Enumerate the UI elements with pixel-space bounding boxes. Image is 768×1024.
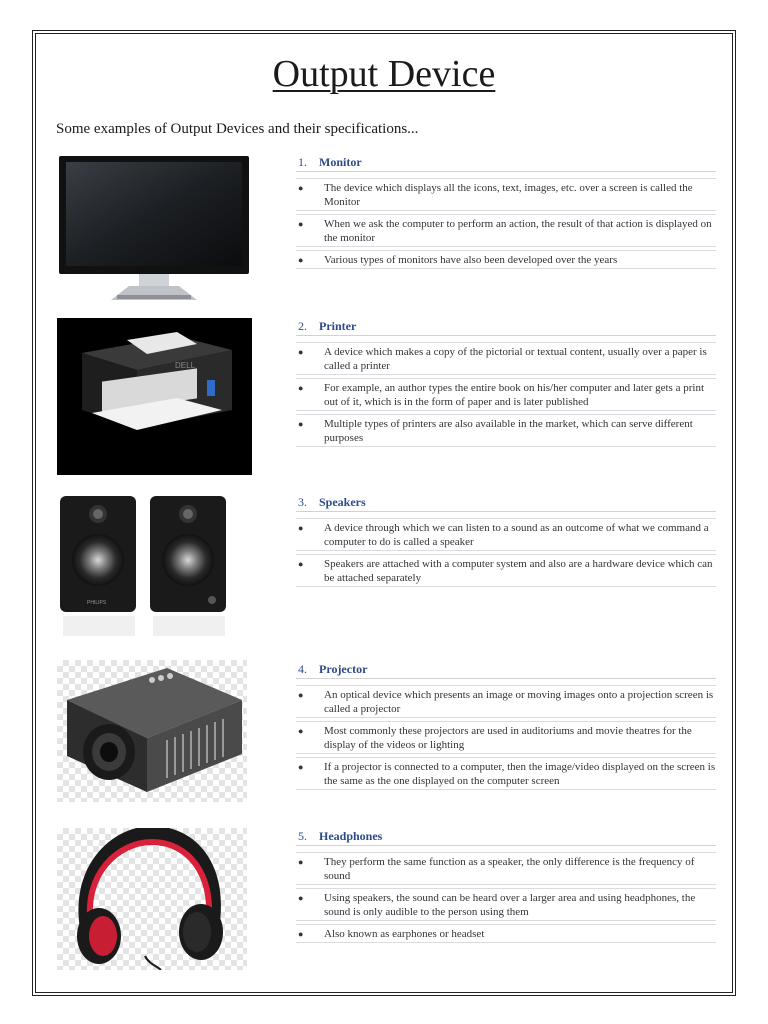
list-item: ● A device which makes a copy of the pictorial or textual content, usually over a paper is called a printer [296, 342, 716, 375]
list-item: ● If a projector is connected to a computer, then the image/video displayed on the screen is the same as the one displayed on the computer screen [296, 757, 716, 790]
page-title: Output Device [272, 53, 496, 95]
monitor-image [57, 154, 251, 300]
section-heading: 3. Speakers [296, 493, 716, 512]
list-item: ● A device through which we can listen to a sound as an outcome of what we command a computer to do is called a speaker [296, 518, 716, 551]
list-item: ● The device which displays all the icons, text, images, etc. over a screen is called the Monitor [296, 178, 716, 211]
section-headphones [296, 827, 716, 946]
headphones-image [57, 828, 247, 970]
section-monitor [296, 153, 716, 272]
section-heading: 5. Headphones [296, 827, 716, 846]
section-heading: 4. Projector [296, 660, 716, 679]
list-item: ● Most commonly these projectors are used in auditoriums and movie theatres for the display of the videos or lighting [296, 721, 716, 754]
speakers-image [57, 494, 229, 640]
list-item: ● For example, an author types the entire book on his/her computer and later gets a print out of it, which is in the form of paper and is later published [296, 378, 716, 411]
list-item: ● They perform the same function as a speaker, the only difference is the frequency of sound [296, 852, 716, 885]
page-subtitle: Some examples of Output Devices and their specifications... [56, 121, 419, 137]
list-item: ● Speakers are attached with a computer system and also are a hardware device which can be attached separately [296, 554, 716, 587]
list-item: ● Using speakers, the sound can be heard over a larger area and using headphones, the sound is only audible to the person using them [296, 888, 716, 921]
projector-image [57, 660, 247, 802]
list-item: ● When we ask the computer to perform an action, the result of that action is displayed on the monitor [296, 214, 716, 247]
section-projector [296, 660, 716, 793]
speaker-brand-logo: PHILIPS [87, 600, 107, 606]
list-item: ● Multiple types of printers are also available in the market, which can serve different purposes [296, 414, 716, 447]
printer-image [57, 318, 252, 475]
list-item: ● An optical device which presents an image or moving images onto a projection screen is called a projector [296, 685, 716, 718]
section-heading: 2. Printer [296, 317, 716, 336]
printer-brand-logo: DELL [175, 361, 196, 370]
section-heading: 1. Monitor [296, 153, 716, 172]
section-speakers [296, 493, 716, 590]
list-item: ● Also known as earphones or headset [296, 924, 716, 943]
section-printer [296, 317, 716, 450]
list-item: ● Various types of monitors have also been developed over the years [296, 250, 716, 269]
